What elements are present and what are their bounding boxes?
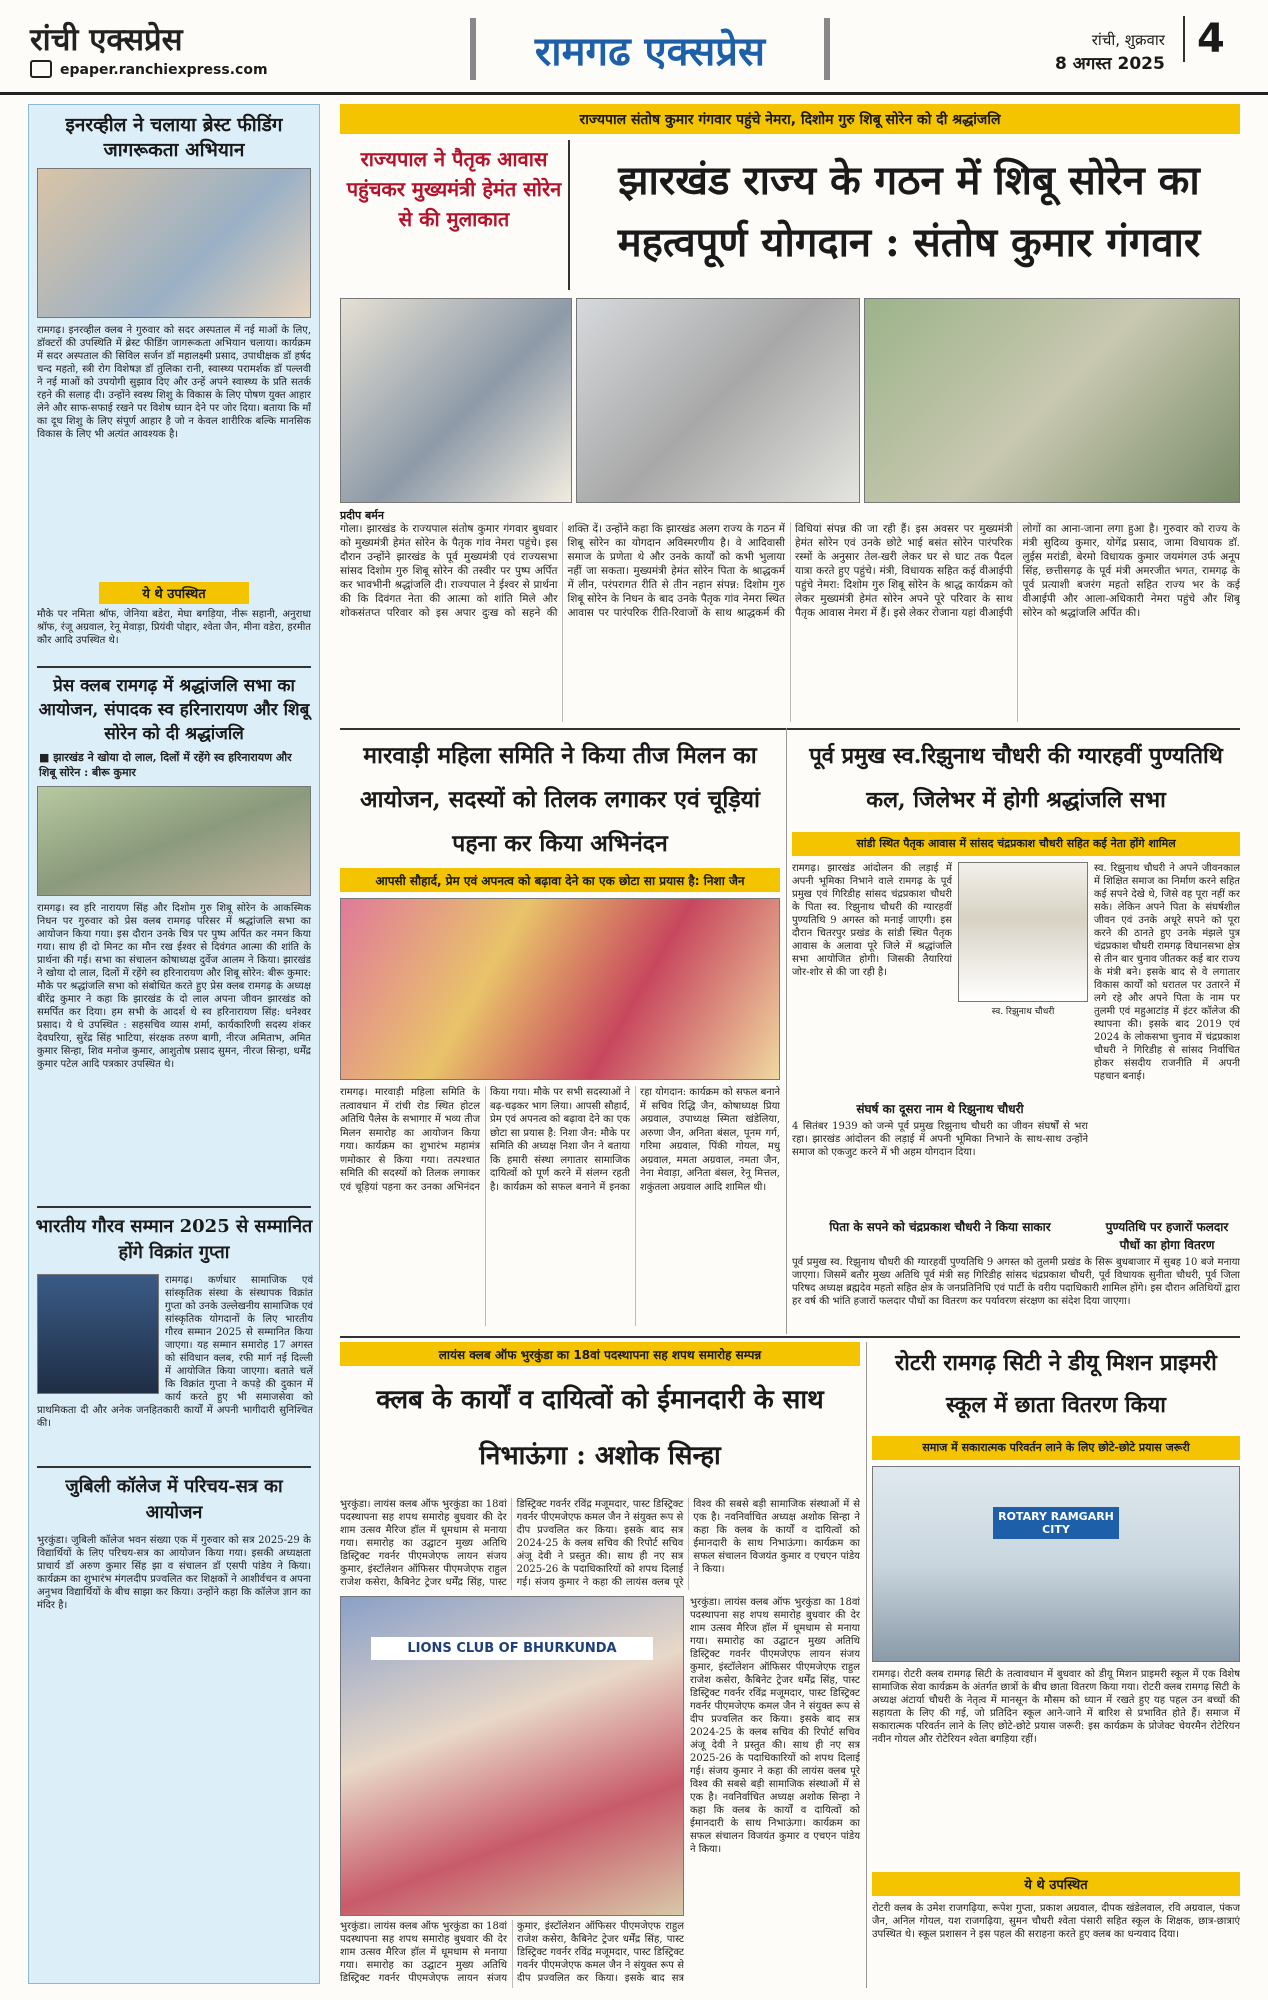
computer-icon: [30, 60, 52, 78]
city-day: रांची, शुक्रवार: [1091, 31, 1165, 49]
lead-photo-3: [864, 298, 1240, 503]
marwari-photo: [340, 898, 780, 1080]
epaper-url[interactable]: epaper.ranchiexpress.com: [60, 62, 268, 78]
rizhu-strip: सांडी स्थित पैतृक आवास में सांसद चंद्रप्रकाश चौधरी सहित कई नेता होंगे शामिल: [792, 832, 1240, 856]
innerwheel-body: रामगढ़। इनरव्हील क्लब ने गुरुवार को सदर अस्पताल में नई माओं के लिए, डॉक्टरों की उपस्थिति में ब्रेस्ट फीडिंग जागरूकता अभियान चलाया। कार्यक्रम में सदर अस्पताल की सिविल सर्जन डॉ महालक्ष्मी प्रसाद, उपाधीक्षक डॉ हर्षद चन्द महतो, स्त्री रोग विशेषज्ञ डॉ तुलिका रानी, स्वास्थ्य परामर्शक डॉ पल्लवी ने नई माओं को उपयोगी सुझाव दिए और उन्हें अपने स्वास्थ्य के प्रति सतर्क रहने की सलाह दी। उन्होंने स्वस्थ शिशु के विकास के लिए पोषण युक्त आहार लेने और साफ-सफाई रखने पर विशेष ध्यान देने पर जोर दिया। बताया कि माँ का दूध शिशु के लिए संपूर्ण आहार है जो न केवल शारीरिक बल्कि मानसिक विकास के लिए भी अत्यंत आवश्यक है।: [37, 325, 311, 441]
rizhu-subhead-3: पुण्यतिथि पर हजारों फलदार पौधों का होगा वितरण: [1105, 1220, 1229, 1252]
page-number: 4: [1183, 16, 1225, 62]
rizhu-body-1: रामगढ़। झारखंड आंदोलन की लड़ाई में अपनी भूमिका निभाने वाले रामगढ़ के पूर्व प्रमुख एवं गिरिडीह सांसद चंद्रप्रकाश चौधरी के पिता स्व. रिझुनाथ चौधरी की ग्यारहवीं पुण्यतिथि 9 अगस्त को मनाई जाएगी। इस दौरान चितरपुर प्रखंड के सांडी स्थित पैतृक आवास के अलावा पूरे जिले में श्रद्धांजलि सभा आयोजित होगी। जिसकी तैयारियां जोर-शोर से की जा रही है।: [792, 863, 952, 978]
section-title: रामगढ एक्सप्रेस: [534, 28, 766, 75]
vikrant-headline: भारतीय गौरव सम्मान 2025 से सम्मानित होंगे विक्रांत गुप्ता: [35, 1216, 313, 1264]
rotary-body: रामगढ़। रोटरी क्लब रामगढ़ सिटी के तत्वावधान में बुधवार को डीयू मिशन प्राइमरी स्कूल में एक विशेष सामाजिक सेवा कार्यक्रम के अंतर्गत छात्रों के बीच छाता वितरण किया गया। रोटरी क्लब रामगढ़ सिटी के अध्यक्ष अंटार्या चौधरी के नेतृत्व में मानसून के मौसम को ध्यान में रखते हुए यह पहल उन बच्चों की सहायता के लिए की गई, जो प्रतिदिन स्कूल आने-जाने में बारिश से प्रभावित होते हैं। समाज में सकारात्मक परिवर्तन लाने के लिए छोटे-छोटे प्रयास जरूरी: इस कार्यक्रम के प्रोजेक्ट चेयरमैन रोटेरियन नवीन गोयल और रोटेरियन श्वेता बगड़िया रहीं।: [872, 1669, 1240, 1745]
lead-photos: [340, 298, 1240, 503]
left-sidebar: [28, 104, 320, 1984]
rotary-strip: समाज में सकारात्मक परिवर्तन लाने के लिए छोटे-छोटे प्रयास जरूरी: [872, 1436, 1240, 1460]
vikrant-body: [37, 1274, 313, 1462]
lead-body: गोला। झारखंड के राज्यपाल संतोष कुमार गंगवार बुधवार को मुख्यमंत्री हेमंत सोरेन के पैतृक गांव नेमरा पहुंचे। इस दौरान उन्होंने झारखंड के पूर्व मुख्यमंत्री एवं राज्यसभा सांसद दिशोम गुरु शिबू सोरेन की तस्वीर पर पुष्प अर्पित कर भावभीनी श्रद्धांजलि दी। राज्यपाल ने ईश्वर से प्रार्थना की कि दिवंगत नेता की आत्मा को शांति मिले और शोकसंतप्त परिवार को इस अपार दुःख को सहने की शक्ति दें। उन्होंने कहा कि झारखंड अलग राज्य के गठन में शिबू सोरेन का योगदान अविस्मरणीय है। वे आदिवासी समाज के प्रणेता थे और उनके कार्यों को कभी भुलाया नहीं जा सकता। मुख्यमंत्री हेमंत सोरेन पिता के श्राद्धकर्म में लीन, परंपरागत रीति से तीन नहान संपन्न: दिशोम गुरु शिबू सोरेन के निधन के बाद उनके पैतृक गांव नेमरा स्थित आवास पर पारंपरिक रीति-रिवाजों के साथ श्राद्धकर्म की विधियां संपन्न की जा रही हैं। इस अवसर पर मुख्यमंत्री हेमंत सोरेन एवं उनके छोटे भाई बसंत सोरेन पारंपरिक रस्मों के अनुसार तेल-खरी लेकर घर से घाट तक पैदल यात्रा करते हुए पहुंचे। मंत्री, विधायक सहित कई वीआईपी पहुंचे नेमरा: दिशोम गुरु शिबू सोरेन के श्राद्ध कार्यक्रम को लेकर मुख्यमंत्री हेमंत सोरेन अपने पूरे परिवार के साथ पैतृक आवास नेमरा में हैं। इसे लेकर रोजाना यहां वीआईपी लोगों का आना-जाना लगा हुआ है। गुरुवार को राज्य के मंत्री सुदिव्य कुमार, योगेंद्र प्रसाद, जामा विधायक डॉ. लुईस मरांडी, बेरमो विधायक कुमार जयमंगल उर्फ अनूप सिंह, छत्तीसगढ़ के पूर्व मंत्री अमरजीत भगत, रामगढ़ के पूर्व प्रत्याशी बजरंग महतो सहित राज्य भर के कई वीआईपी और आला-अधिकारी नेमरा पहुंचे और शिबू सोरेन को श्रद्धांजलि अर्पित की।: [340, 523, 1240, 619]
lions-body-top: भुरकुंडा। लायंस क्लब ऑफ भुरकुंडा का 18वां पदस्थापना सह शपथ समारोह बुधवार की देर शाम उत्सव मैरिज हॉल में धूमधाम से मनाया गया। समारोह का उद्घाटन मुख्य अतिथि डिस्ट्रिक्ट गवर्नर पीएमजेएफ लायन संजय कुमार, इंस्टॉलेशन ऑफिसर पीएमजेएफ राहुल राजेश कसेरा, कैबिनेट ट्रेजर धर्मेंद्र सिंह, पास्ट डिस्ट्रिक्ट गवर्नर रविंद्र मजूमदार, पास्ट डिस्ट्रिक्ट गवर्नर पीएमजेएफ कमल जैन ने संयुक्त रूप से दीप प्रज्वलित कर किया। इसके बाद सत्र 2024-25 के क्लब सचिव की रिपोर्ट सचिव अंजू देवी ने प्रस्तुत की। साथ ही नए सत्र 2025-26 के पदाधिकारियों को शपथ दिलाई गई। संजय कुमार ने कहा की लायंस क्लब पूरे विश्व की सबसे बड़ी सामाजिक संस्थाओं में से एक है। नवनिर्वाचित अध्यक्ष अशोक सिन्हा ने कहा कि क्लब के कार्यों व दायित्वों को ईमानदारी के साथ निभाऊंगा। कार्यक्रम का सफल संचालन विजयंत कुमार व एचएन पांडेय ने किया।: [340, 1499, 860, 1588]
lions-headline: क्लब के कार्यों व दायित्वों को ईमानदारी के साथ निभाऊंगा : अशोक सिन्हा: [376, 1385, 824, 1471]
jubilee-headline: जुबिली कॉलेज में परिचय-सत्र का आयोजन: [65, 1476, 283, 1524]
rizhu-body-4: पूर्व प्रमुख स्व. रिझुनाथ चौधरी की ग्यारहवीं पुण्यतिथि 9 अगस्त को तुलमी प्रखंड के सिरू बुधबाजार में सुबह 10 बजे मनाया जाएगा। जिसमें बतौर मुख्य अतिथि पूर्व मंत्री सह गिरिडीह सांसद चंद्रप्रकाश चौधरी, पूर्व विधायक सुनीता चौधरी, पूर्व जिला परिषद अध्यक्ष ब्रह्मदेव महतो सहित क्षेत्र के जनप्रतिनिधि एवं पार्टी के वरीय पदाधिकारी शामिल होंगे। इस दौरान अतिथियों द्वारा हर वर्ष की भांति हजारों फलदार पौधों का वितरण कर पर्यावरण संरक्षण का संदेश दिया जाएगा।: [792, 1257, 1240, 1307]
pressclub-headline: प्रेस क्लब रामगढ़ में श्रद्धांजलि सभा का आयोजन, संपादक स्व हरिनारायण और शिबू सोरेन को दी श्रद्धांजलि: [38, 676, 310, 745]
rizhu-caption: स्व. रिझुनाथ चौधरी: [991, 1007, 1055, 1017]
innerwheel-attendees: मौके पर नमिता श्रॉफ, जेनिया बडेरा, मेघा बगड़िया, नीरू सहानी, अनुराधा श्रॉफ, रंजू अग्रवाल, रेनू मेवाड़ा, प्रियंवी पोद्दार, श्वेता जैन, मीना वडेरा, हरमीत कौर आदि उपस्थित थे।: [37, 609, 311, 647]
marwari-headline: मारवाड़ी महिला समिति ने किया तीज मिलन का आयोजन, सदस्यों को तिलक लगाकर एवं चूड़ियां पहना कर किया अभिनंदन: [360, 742, 760, 857]
lead-photo-1: [340, 298, 572, 503]
rizhu-body-2: 4 सितंबर 1939 को जन्मे पूर्व प्रमुख रिझुनाथ चौधरी का जीवन संघर्षों से भरा रहा। झारखंड आंदोलन की लड़ाई में अपनी भूमिका निभाने के साथ-साथ उन्होंने समाज को एकजुट करने में भी अहम योगदान दिया।: [792, 1121, 1088, 1158]
innerwheel-headline: इनरव्हील ने चलाया ब्रेस्ट फीडिंग जागरूकता अभियान: [65, 114, 283, 161]
rizhu-subhead-1: संघर्ष का दूसरा नाम थे रिझुनाथ चौधरी: [856, 1102, 1024, 1116]
rizhu-portrait: [958, 862, 1088, 1002]
attendees-label: ये थे उपस्थित: [99, 582, 249, 604]
rizhu-subhead-2: पिता के सपने को चंद्रप्रकाश चौधरी ने किया साकार: [829, 1220, 1051, 1234]
lead-top-strip: राज्यपाल संतोष कुमार गंगवार पहुंचे नेमरा, दिशोम गुरु शिबू सोरेन को दी श्रद्धांजलि: [340, 104, 1240, 134]
issue-date: 8 अगस्त 2025: [1055, 54, 1165, 74]
rotary-photo: [872, 1466, 1240, 1662]
innerwheel-photo: [37, 168, 311, 318]
rotary-attendees-label: ये थे उपस्थित: [872, 1872, 1240, 1896]
lions-body-bottom: भुरकुंडा। लायंस क्लब ऑफ भुरकुंडा का 18वां पदस्थापना सह शपथ समारोह बुधवार की देर शाम उत्सव मैरिज हॉल में धूमधाम से मनाया गया। समारोह का उद्घाटन मुख्य अतिथि डिस्ट्रिक्ट गवर्नर पीएमजेएफ लायन संजय कुमार, इंस्टॉलेशन ऑफिसर पीएमजेएफ राहुल राजेश कसेरा, कैबिनेट ट्रेजर धर्मेंद्र सिंह, पास्ट डिस्ट्रिक्ट गवर्नर रविंद्र मजूमदार, पास्ट डिस्ट्रिक्ट गवर्नर पीएमजेएफ कमल जैन ने संयुक्त रूप से दीप प्रज्वलित कर किया। इसके बाद सत्र: [340, 1921, 684, 1984]
pressclub-photo: [37, 786, 311, 896]
masthead: [0, 0, 1268, 95]
vikrant-text: रामगढ़। कर्णधार सामाजिक एवं सांस्कृतिक संस्था के संस्थापक विक्रांत गुप्ता को उनके उल्लेखनीय सामाजिक एवं सांस्कृतिक योगदानों के लिए भारतीय गौरव सम्मान 2025 से सम्मानित किया जाएगा। यह सम्मान समारोह 17 अगस्त को संविधान क्लब, रफी मार्ग नई दिल्ली में आयोजित किया जाएगा। बताते चलें कि विक्रांत गुप्ता ने कपड़े की दुकान में कार्य करते हुए भी समाजसेवा को प्राथमिकता दी और अनेक जनहितकारी कार्यों में अपनी भागीदारी सुनिश्चित की।: [37, 1275, 313, 1430]
dateline: [1055, 28, 1165, 76]
marwari-strip: आपसी सौहार्द, प्रेम एवं अपनत्व को बढ़ावा देने का एक छोटा सा प्रयास है: निशा जैन: [340, 868, 780, 892]
rotary-headline: रोटरी रामगढ़ सिटी ने डीयू मिशन प्राइमरी स्कूल में छाता वितरण किया: [895, 1350, 1217, 1418]
marwari-body: रामगढ़। मारवाड़ी महिला समिति के तत्वावधान में रांची रोड स्थित होटल अतिथि पैलेस के सभागार में भव्य तीज मिलन समारोह का आयोजन किया गया। कार्यक्रम का शुभारंभ महामंत्र णमोकार से किया गया। तत्पश्चात समिति की सदस्यों को तिलक लगाकर एवं चूड़ियां पहना कर उनका अभिनंदन किया गया। मौके पर सभी सदस्याओं ने बढ़-चढ़कर भाग लिया। आपसी सौहार्द, प्रेम एवं अपनत्व को बढ़ावा देने का एक छोटा सा प्रयास है: निशा जैन: मौके पर समिति की अध्यक्ष निशा जैन ने बताया कि हमारी संस्था लगातार सामाजिक दायित्वों को पूर्ण करने में संलग्न रहती है। कार्यक्रम को सफल बनाने में इनका रहा योगदान: कार्यक्रम को सफल बनाने में सचिव रिद्धि जैन, कोषाध्यक्ष प्रिया अग्रवाल, उपाध्यक्ष स्मिता खंडेलिया, अरुणा जैन, अनिता बंसल, पूनम गर्ग, गरिमा अग्रवाल, पिंकी गोयल, मधु अग्रवाल, ममता अग्रवाल, नमता जैन, नेना मेवाड़ा, अनिता बंसल, रेनू मित्तल, शकुंतला अग्रवाल आदि शामिल थी।: [340, 1087, 780, 1193]
rizhu-headline: पूर्व प्रमुख स्व.रिझुनाथ चौधरी की ग्यारहवीं पुण्यतिथि कल, जिलेभर में होगी श्रद्धांजलि सभा: [809, 743, 1223, 813]
newspaper-brand: रांची एक्सप्रेस: [30, 22, 183, 58]
vikrant-story: [37, 1274, 311, 1462]
photo-wrap-spacer: [37, 1274, 165, 1396]
pressclub-subhead: ■ झारखंड ने खोया दो लाल, दिलों में रहेंगे स्व हरिनारायण और शिबू सोरेन : बीरू कुमार: [39, 751, 292, 780]
rotary-attendees: रोटरी क्लब के उमेश राजगढ़िया, रूपेश गुप्ता, प्रकाश अग्रवाल, दीपक खंडेलवाल, रवि अग्रवाल, पंकज जैन, अनिल गोयल, यश राजगढ़िया, सुमन चौधरी श्वेता पंसारी सहित स्कूल के शिक्षक, छात्र-छात्राएं उपस्थित थे। स्कूल प्रशासन ने इस पहल की सराहना करते हुए क्लब का धन्यवाद दिया।: [872, 1903, 1240, 1940]
lead-byline: प्रदीप बर्मन: [340, 509, 384, 522]
lead-photo-2: [576, 298, 860, 503]
section-title-frame: [470, 18, 830, 80]
rotary-banner: ROTARY RAMGARH CITY: [993, 1507, 1119, 1539]
lions-strip: लायंस क्लब ऑफ भुरकुंडा का 18वां पदस्थापना सह शपथ समारोह सम्पन्न: [340, 1342, 860, 1366]
rizhu-body-3: स्व. रिझुनाथ चौधरी ने अपने जीवनकाल में शिक्षित समाज का निर्माण करने सहित कई सपने देखे थे, जिसे वह पूरा नहीं कर सके। लेकिन अपने पिता के संघर्षशील जीवन एवं उनके अधूरे सपने को पूरा करने की ठानते हुए उनके मंझले पुत्र चंद्रप्रकाश चौधरी रामगढ़ विधानसभा क्षेत्र से तीन बार चुनाव जीतकर कई बार राज्य के मंत्री बने। इसके बाद से वे लगातार विकास कार्यों को धरातल पर उतारने में लगे रहे और अपने पिता के नाम पर तुलमी एवं महुआटांड़ में इंटर कॉलेज की स्थापना की। इसके बाद 2019 एवं 2024 के लोकसभा चुनाव में चंद्रप्रकाश चौधरी ने गिरिडीह से सांसद निर्वाचित होकर संसदीय राजनीति में अपनी पहचान बनाई।: [1094, 863, 1240, 1082]
lions-photo: [340, 1596, 684, 1916]
lead-headline: झारखंड राज्य के गठन में शिबू सोरेन का महत्वपूर्ण योगदान : संतोष कुमार गंगवार: [617, 157, 1201, 266]
jubilee-body: भुरकुंडा। जुबिली कॉलेज भवन संख्या एक में गुरुवार को सत्र 2025-29 के विद्यार्थियों के लिए परिचय-सत्र का आयोजन किया गया। इसकी अध्यक्षता प्राचार्य डॉ अरुण कुमार सिंह झा व संचालन डॉ एसपी पांडेय ने किया। कार्यक्रम का शुभारंभ मंगलदीप प्रज्वलित कर शिक्षकों ने आशीर्वचन व अपना अनुभव विद्यार्थियों के बीच साझा कर किया। उन्होंने कहा कि कॉलेज ज्ञान का मंदिर है।: [37, 1535, 311, 1612]
lead-kicker: राज्यपाल ने पैतृक आवास पहुंचकर मुख्यमंत्री हेमंत सोरेन से की मुलाकात: [340, 140, 570, 290]
lions-body-side: भुरकुंडा। लायंस क्लब ऑफ भुरकुंडा का 18वां पदस्थापना सह शपथ समारोह बुधवार की देर शाम उत्सव मैरिज हॉल में धूमधाम से मनाया गया। समारोह का उद्घाटन मुख्य अतिथि डिस्ट्रिक्ट गवर्नर पीएमजेएफ लायन संजय कुमार, इंस्टॉलेशन ऑफिसर पीएमजेएफ राहुल राजेश कसेरा, कैबिनेट ट्रेजर धर्मेंद्र सिंह, पास्ट डिस्ट्रिक्ट गवर्नर रविंद्र मजूमदार, पास्ट डिस्ट्रिक्ट गवर्नर पीएमजेएफ कमल जैन ने संयुक्त रूप से दीप प्रज्वलित कर किया। इसके बाद सत्र 2024-25 के क्लब सचिव की रिपोर्ट सचिव अंजू देवी ने प्रस्तुत की। साथ ही नए सत्र 2025-26 के पदाधिकारियों को शपथ दिलाई गई। संजय कुमार ने कहा की लायंस क्लब पूरे विश्व की सबसे बड़ी सामाजिक संस्थाओं में से एक है। नवनिर्वाचित अध्यक्ष अशोक सिन्हा ने कहा कि क्लब के कार्यों व दायित्वों को ईमानदारी के साथ निभाऊंगा। कार्यक्रम का सफल संचालन विजयंत कुमार व एचएन पांडेय ने किया।: [690, 1597, 860, 1855]
lions-banner: LIONS CLUB OF BHURKUNDA: [371, 1637, 653, 1660]
pressclub-body: रामगढ़। स्व हरि नारायण सिंह और दिशोम गुरु शिबू सोरेन के आकस्मिक निधन पर गुरुवार को प्रेस क्लब रामगढ़ परिसर में श्रद्धांजलि सभा का आयोजन किया गया। इस दौरान उनके चित्र पर पुष्प अर्पित कर नमन किया गया। साथ ही दो मिनट का मौन रख ईश्वर से दिवंगत आत्मा की शांति के प्रार्थना की गई। सभा का संचालन कोषाध्यक्ष दुर्वेज आलम ने किया। झारखंड ने खोया दो लाल, दिलों में रहेंगे स्व हरिनारायण और शिबू सोरेन: बीरू कुमार: मौके पर श्रद्धांजलि सभा को संबोधित करते हुए प्रेस क्लब रामगढ़ के अध्यक्ष बीरेंद्र कुमार ने कहा कि झारखंड के दो लाल अपना जीवन झारखंड को समर्पित कर दिया। हम सभी के आदर्श थे स्व हरिनारायण सिंह: धनेश्वर प्रसाद। ये थे उपस्थित : सहसचिव व्यास शर्मा, कार्यकारिणी सदस्य शंकर देवघरिया, सुरेंद्र सिंह भाटिया, संरक्षक तरुण बागी, नीरज अमिताभ, अमित कुमार सिन्हा, शिव मनोज कुमार, आशुतोष प्रसाद सुमन, नीरज सिन्हा, धर्मेंद्र कुमार पटेल आदि पत्रकार उपस्थित थे।: [37, 903, 311, 1071]
